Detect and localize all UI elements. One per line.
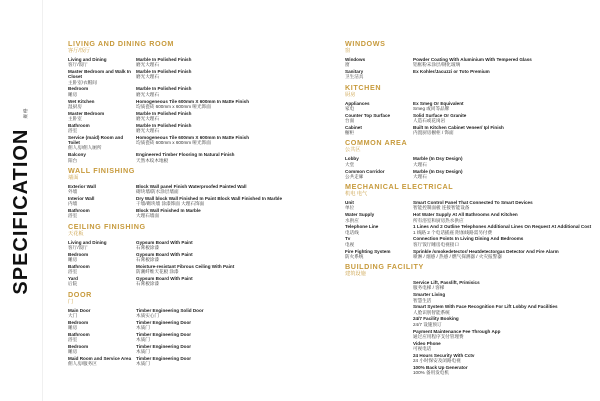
spec-label [68, 240, 136, 251]
spec-row [345, 304, 595, 315]
label-en: Water Supply [345, 212, 375, 218]
value-cn: 石膏板涂漆 [136, 281, 159, 287]
spec-label [68, 320, 136, 331]
spec-section [345, 263, 595, 375]
label-cn: 水供应 [345, 217, 359, 223]
spec-section [345, 84, 595, 136]
label-en: Main Door [68, 307, 91, 313]
value-en: Hot Water Supply At All Bathrooms And Kitchen [413, 212, 518, 218]
value-cn: 大理石 [413, 173, 427, 179]
value-cn: 可视电话 [413, 345, 432, 351]
section-title: DOOR [68, 289, 92, 299]
spec-label [68, 276, 136, 287]
spec-row [345, 212, 595, 223]
spec-row [345, 249, 595, 260]
section-title: KITCHEN [345, 82, 382, 92]
spec-value [136, 240, 318, 251]
value-cn: 木质门 [136, 349, 150, 355]
value-cn: 石膏板涂漆 [136, 244, 159, 250]
value-cn: 24/7 设施预订 [413, 321, 442, 327]
value-cn: 木质门 [136, 361, 150, 367]
spec-value [136, 320, 318, 331]
value-cn: 大理石墙面 [136, 213, 159, 219]
value-en: Marble (In Dsy Design) [413, 156, 463, 162]
value-cn: 1 线路 2 个电话插座 附加线路需另付费 [413, 229, 493, 235]
label-en: Telephone Line [345, 224, 379, 230]
spec-label [345, 113, 413, 124]
label-en: Yard [68, 275, 78, 281]
spec-label [68, 123, 136, 134]
value-cn: 石膏板涂漆 [136, 257, 159, 263]
label-en: Master Bedroom [68, 110, 105, 116]
spec-value [413, 169, 595, 180]
spec-value [136, 123, 318, 134]
value-cn: 木质实心门 [136, 312, 159, 318]
spec-value [413, 125, 595, 136]
section-title-cn: 客厅/饭厅 [68, 48, 91, 54]
label-en: Bathroom [68, 331, 90, 337]
value-en: Gypsum Board With Paint [136, 251, 193, 257]
value-en: Solid Surface Or Granite [413, 112, 467, 118]
spec-value [413, 200, 595, 211]
value-en: Timber Engineering Door [136, 343, 192, 349]
spec-row [345, 329, 595, 340]
label-cn: 客厅/饭厅 [68, 244, 88, 250]
value-en: Block Wall Finished In Marble [136, 208, 201, 214]
spec-row [345, 101, 595, 112]
value-en: Ex Smeg Or Equivalent [413, 100, 464, 106]
label-en: Living and Dining [68, 239, 107, 245]
spec-section [68, 40, 318, 163]
value-cn: Smeg 或同等品牌 [413, 105, 450, 111]
spec-label [68, 152, 136, 163]
value-cn: 大理石 [413, 161, 427, 167]
spec-row [345, 69, 595, 80]
spec-row [68, 135, 318, 151]
section-title-cn: 厨房 [345, 91, 356, 98]
value-en: Timber Engineering Door [136, 331, 192, 337]
label-cn: 睡房 [68, 91, 78, 97]
spec-value [136, 264, 318, 275]
spec-row [68, 196, 318, 207]
label-cn: 阳台 [68, 157, 78, 163]
spec-label [345, 200, 413, 211]
label-cn: 浴室 [68, 336, 78, 342]
section-title-cn: 天花板 [68, 230, 84, 237]
spec-row [68, 252, 318, 263]
spec-value [136, 356, 318, 367]
spec-section [68, 167, 318, 219]
spec-value [136, 152, 318, 163]
spec-row [68, 264, 318, 275]
label-en: Bedroom [68, 343, 89, 349]
value-en: Marble In Polished Finish [136, 69, 192, 75]
spec-label [345, 125, 413, 136]
section-title: WINDOWS [345, 39, 386, 48]
spec-value [413, 113, 595, 124]
spec-value [413, 365, 595, 376]
spec-value [136, 208, 318, 219]
value-en: Marble (In Dsy Design) [413, 168, 463, 174]
value-en: Moisture-resistant Fibrous Ceiling With Paint [136, 263, 235, 269]
label-cn: 台面 [345, 118, 355, 124]
spec-row [68, 69, 318, 85]
label-cn: 电视 [345, 241, 355, 247]
value-en: Smart System With Face Recognition For Lift Lobby And Facilities [413, 304, 558, 310]
section-title: WALL FINISHING [68, 165, 135, 175]
value-cn: 干墙/砌块墙 涂漆饰面 大理石饰面 [136, 201, 205, 207]
spec-label [68, 308, 136, 319]
spec-section [345, 183, 595, 259]
spec-label [68, 57, 136, 68]
section-title: BUILDING FACILITY [345, 262, 424, 272]
spec-label [345, 69, 413, 80]
right-column [345, 40, 595, 379]
value-en: 100% Back Up Generator [413, 364, 468, 370]
value-cn: 24 小时保安及闭路电视 [413, 357, 461, 363]
vertical-title [6, 96, 36, 306]
value-en: Smarter Living [413, 292, 446, 298]
spec-label [68, 99, 136, 110]
value-en: Homogeneous Tile 600mm X 600mm In Matte Finish [136, 98, 250, 104]
value-en: Engineered Timber Flooring In Natural Finish [136, 152, 235, 158]
value-cn: 内置厨房橱柜 / 饰面 [413, 130, 454, 136]
spec-value [136, 332, 318, 343]
value-en: Dry Wall block Wall Finished In Paint Block Wall Finished In Marble [136, 195, 282, 201]
value-cn: 砌块墙/防水涂层墙面 [136, 189, 179, 195]
value-cn: 防潮纤维天花板 涂漆 [136, 269, 179, 275]
spec-row [345, 353, 595, 364]
spec-row [68, 99, 318, 110]
label-cn: 大堂 [345, 161, 355, 167]
spec-row [345, 169, 595, 180]
spec-row [68, 276, 318, 287]
value-en: Service Lift, Passlift, Primisics [413, 280, 480, 286]
value-en: Built In Kitchen Cabinet Veneer/ Ipl Finish [413, 124, 504, 130]
section-title-cn: 窗 [345, 48, 351, 54]
spec-row [68, 123, 318, 134]
spec-value [413, 236, 595, 247]
label-cn: 客厅/饭厅 [68, 62, 88, 68]
spec-row [345, 316, 595, 327]
spec-value [136, 99, 318, 110]
spec-row [68, 111, 318, 122]
value-en: Block Wall panel Finish Waterproofed Painted Wall [136, 183, 247, 189]
value-en: Timber Engineering Door [136, 319, 192, 325]
label-en: Living and Dining [68, 57, 107, 62]
value-en: Connection Points In Living Dining And Bedrooms [413, 236, 524, 242]
value-en: Video Phone [413, 340, 441, 346]
label-cn: 湿厨房 [68, 103, 82, 109]
title-en: SPECIFICATION [10, 128, 32, 295]
value-cn: 磨光大理石 [136, 115, 159, 121]
label-en: Bathroom [68, 208, 90, 214]
spec-label [68, 208, 136, 219]
label-cn: 浴室 [68, 128, 78, 134]
spec-value [413, 304, 595, 315]
spec-value [136, 344, 318, 355]
spec-label [68, 252, 136, 263]
value-en: Marble In Polished Finish [136, 122, 192, 128]
spec-row [345, 57, 595, 68]
spec-value [136, 252, 318, 263]
label-en: Master Bedroom and Walk In Closet [68, 69, 131, 80]
spec-label [68, 86, 136, 97]
section-title: CEILING FINISHING [68, 221, 146, 231]
label-cn: 单位 [345, 205, 355, 211]
spec-value [136, 111, 318, 122]
spec-row [345, 365, 595, 376]
spec-row [345, 280, 595, 291]
label-cn: 外墙 [68, 189, 78, 195]
label-en: Bedroom [68, 251, 89, 257]
spec-value [136, 57, 318, 68]
spec-label [345, 169, 413, 180]
spec-value [413, 57, 595, 68]
label-cn: 佣人房/服务区 [68, 361, 97, 367]
spec-value [136, 135, 318, 146]
spec-label [68, 344, 136, 355]
label-en: Unit [345, 200, 354, 206]
spec-value [413, 329, 595, 340]
section-title-cn: 门 [68, 298, 74, 305]
label-en: Sanitary [345, 69, 364, 75]
value-cn: 铝框粉末涂层/钢化玻璃 [413, 62, 461, 68]
value-cn: 100% 备用发电机 [413, 370, 449, 376]
value-cn: 均质瓷砖 600mm x 600mm 哑光饰面 [136, 103, 211, 109]
spec-section [345, 40, 595, 80]
label-en: Lobby [345, 156, 359, 162]
value-en: Gypsum Board With Paint [136, 239, 193, 245]
label-cn: 佣人房/佣人厕所 [68, 145, 102, 151]
value-en: Ex Kohler/Jacuzzi or Toto Premium [413, 69, 490, 75]
spec-label [68, 356, 136, 367]
value-cn: 喷淋 / 烟感 / 热感 / 燃气探测器 / 火灾报警器 [413, 253, 502, 259]
label-en: Wet Kitchen [68, 98, 95, 104]
spec-row [68, 240, 318, 251]
label-cn: 卫生洁具 [345, 74, 364, 80]
spec-section [345, 139, 595, 179]
label-en: Bedroom [68, 319, 89, 325]
value-en: Timber Engineering Door [136, 355, 192, 361]
spec-label [345, 57, 413, 68]
spec-label [345, 212, 413, 223]
label-cn: 睡房 [68, 324, 78, 330]
section-title: MECHANICAL ELECTRICAL [345, 182, 454, 192]
spec-row [345, 200, 595, 211]
value-en: 24/7 Facility Booking [413, 316, 459, 322]
value-en: 1 Lines And 2 Outline Telephones Additional Lines On Request At Additional Cost [413, 224, 592, 230]
section-title-cn: 墙面 [68, 174, 79, 181]
spec-label [68, 264, 136, 275]
value-en: 24 Hours Security With Cctv [413, 352, 475, 358]
label-en: Interior Wall [68, 195, 95, 201]
spec-value [413, 156, 595, 167]
label-en: Bedroom [68, 86, 89, 92]
spec-label [345, 156, 413, 167]
spec-value [413, 316, 595, 327]
label-en: Counter Top Surface [345, 112, 391, 118]
spec-row [345, 113, 595, 124]
spine [0, 0, 43, 401]
value-cn: 均质瓷砖 600mm x 600mm 哑光饰面 [136, 140, 211, 146]
value-cn: 天然木纹木地板 [136, 157, 169, 163]
value-cn: 智能控制面板 连接智能设备 [413, 205, 470, 211]
value-en: Marble In Polished Finish [136, 86, 192, 92]
spec-value [413, 101, 595, 112]
spec-row [68, 208, 318, 219]
label-cn: 浴室 [68, 269, 78, 275]
spec-row [68, 57, 318, 68]
value-en: Payment Maintenance Fee Through App [413, 328, 501, 334]
title-cn: 规格 [23, 107, 28, 119]
spec-value [413, 224, 595, 235]
value-en: Sprinkle /smokedetector/ Heatdetectorgas Detector And Fire Alarm [413, 248, 559, 254]
section-title: LIVING AND DINING ROOM [68, 39, 174, 48]
spec-value [136, 308, 318, 319]
label-cn: 主卧室 [68, 115, 82, 121]
spec-row [68, 86, 318, 97]
value-cn: 所有浴室和厨房热水供应 [413, 217, 464, 223]
label-en: Bathroom [68, 122, 90, 128]
value-en: Marble In Polished Finish [136, 110, 192, 116]
spec-row [345, 236, 595, 247]
spec-label [68, 332, 136, 343]
value-cn: 通过应用程序支付管理费 [413, 333, 464, 339]
spec-value [136, 86, 318, 97]
spec-row [68, 184, 318, 195]
label-en: Fire Fighting System [345, 248, 391, 254]
value-en: Homogeneous Tile 600mm X 600mm In Matte Finish [136, 134, 250, 140]
value-cn: 人造石或花岗岩 [413, 118, 446, 124]
label-cn: 大门 [68, 312, 78, 318]
value-en: Timber Engineering Solid Door [136, 307, 204, 313]
spec-row [68, 344, 318, 355]
value-cn: 磨光大理石 [136, 62, 159, 68]
spec-section [68, 223, 318, 287]
label-en: Service (maid) Room and Toilet [68, 134, 124, 146]
spec-row [345, 341, 595, 352]
label-cn: 防火系统 [345, 253, 364, 259]
label-cn: 家电 [345, 105, 355, 111]
label-en: Maid Room and Service Area [68, 355, 132, 361]
label-en: Tv [345, 236, 351, 242]
label-en: Exterior Wall [68, 183, 96, 189]
section-title-cn: 机电 电气 [345, 191, 368, 198]
spec-value [136, 276, 318, 287]
spec-value [413, 341, 595, 352]
spec-label [68, 184, 136, 195]
label-en: Appliances [345, 100, 370, 106]
value-cn: 磨光大理石 [136, 91, 159, 97]
label-en: Balcony [68, 152, 86, 158]
spec-value [413, 249, 595, 260]
label-cn: 电话线 [345, 229, 359, 235]
label-cn: 主卧室/衣帽间 [68, 79, 97, 85]
spec-section [68, 291, 318, 367]
spec-label [68, 135, 136, 151]
spec-label [68, 111, 136, 122]
value-en: Gypsum Board With Paint [136, 275, 193, 281]
section-title-cn: 公共区 [345, 147, 361, 154]
spec-value [413, 69, 595, 74]
spec-row [345, 156, 595, 167]
spec-row [68, 308, 318, 319]
label-en: Bathroom [68, 263, 90, 269]
value-cn: 磨光大理石 [136, 128, 159, 134]
spec-row [345, 125, 595, 136]
label-cn: 窗 [345, 62, 350, 68]
value-cn: 客厅饭厅睡房电视接口 [413, 241, 459, 247]
spec-value [413, 280, 595, 291]
label-cn: 睡房 [68, 257, 78, 263]
left-column [68, 40, 318, 370]
spec-row [345, 224, 595, 235]
section-title-cn: 建筑设施 [345, 271, 366, 278]
spec-label [345, 224, 413, 235]
spec-value [413, 292, 595, 303]
label-cn: 浴室 [68, 213, 78, 219]
value-cn: 服务电梯 / 客梯 [413, 285, 445, 291]
value-en: Powder Coating With Aluminium With Tempered Glass [413, 57, 532, 62]
value-cn: 磨光大理石 [136, 74, 159, 80]
label-cn: 睡房 [68, 349, 78, 355]
spec-value [136, 184, 318, 195]
spec-value [413, 212, 595, 223]
label-cn: 内墙 [68, 201, 78, 207]
spec-label [68, 196, 136, 207]
spec-row [68, 320, 318, 331]
spec-value [136, 196, 318, 207]
label-en: Cabinet [345, 124, 362, 130]
section-title: COMMON AREA [345, 138, 408, 148]
spec-row [68, 152, 318, 163]
spec-value [413, 353, 595, 364]
value-cn: 人脸识别智能系统 [413, 309, 450, 315]
label-cn: 后院 [68, 281, 78, 287]
value-en: Marble In Polished Finish [136, 57, 192, 62]
spec-value [136, 69, 318, 80]
label-cn: 橱柜 [345, 130, 355, 136]
spec-label [345, 249, 413, 260]
spec-label [68, 69, 136, 85]
spec-row [68, 356, 318, 367]
label-en: Common Corridor [345, 168, 385, 174]
label-cn: 公共走廊 [345, 173, 364, 179]
value-cn: 智慧生活 [413, 297, 432, 303]
value-en: Smart Control Panel That Connected To Smart Devices [413, 200, 533, 206]
spec-row [68, 332, 318, 343]
spec-label [345, 101, 413, 112]
label-en: Windows [345, 57, 366, 62]
value-cn: 木质门 [136, 324, 150, 330]
spec-row [345, 292, 595, 303]
spec-label [345, 236, 413, 247]
value-cn: 木质门 [136, 336, 150, 342]
